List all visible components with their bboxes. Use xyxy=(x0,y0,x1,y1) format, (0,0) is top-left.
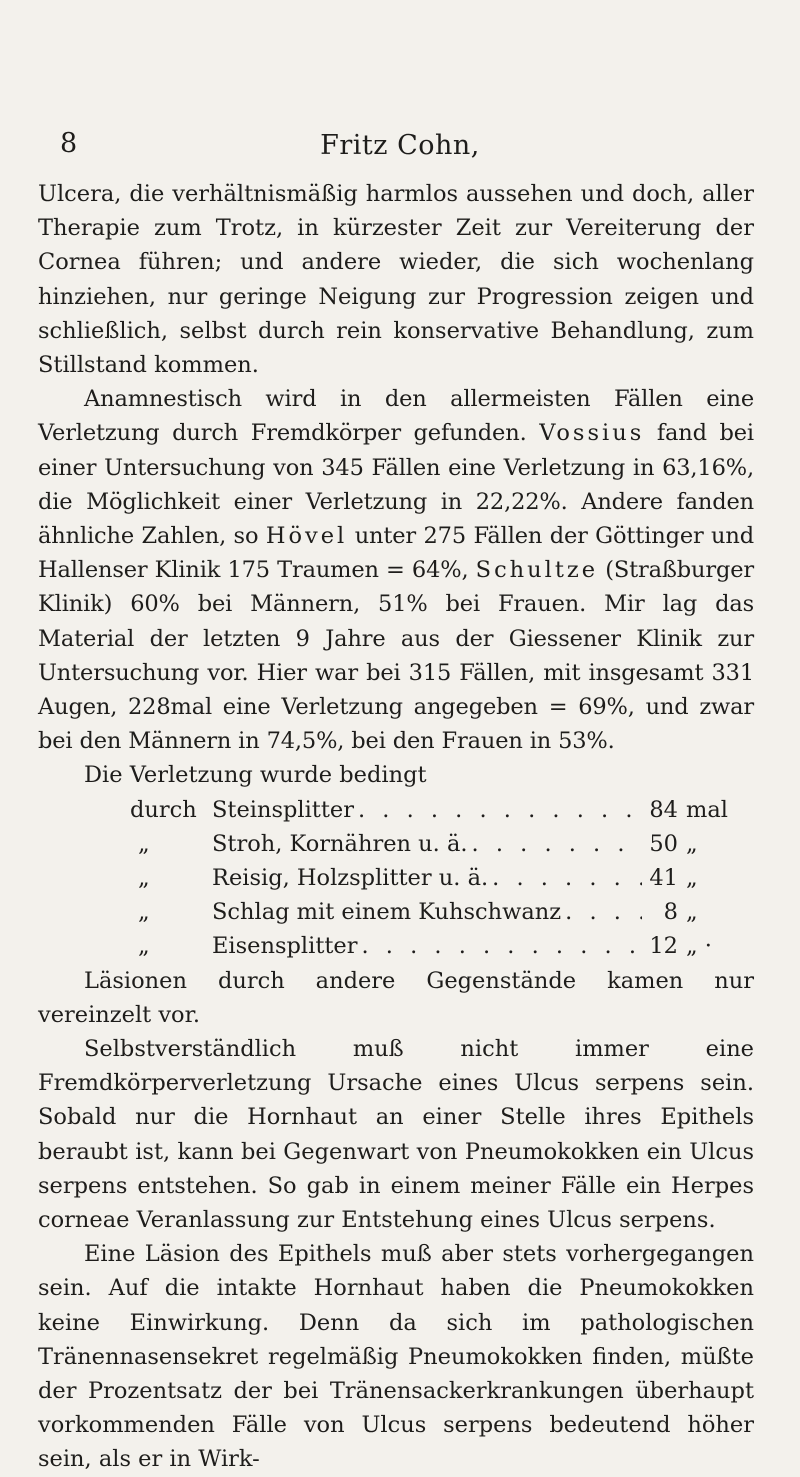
cause-prefix: „ xyxy=(138,865,150,892)
dot-leader xyxy=(354,793,642,827)
page-number: 8 xyxy=(60,128,78,159)
author-schultze: Schultze xyxy=(475,557,599,584)
cause-label: Eisensplitter xyxy=(212,933,358,960)
anamnesis-text-2: fand bei einer Untersuchung von 345 Fällen eine Verletzung in 63,16%, die Möglichkeit einer Verletzung in 22,22%. Andere fanden ähnliche Zahlen, so xyxy=(38,420,754,550)
body-text xyxy=(38,177,754,1477)
cause-table-intro: Die Verletzung wurde bedingt xyxy=(84,762,427,789)
cause-prefix: „ xyxy=(138,899,150,926)
cause-table xyxy=(130,793,740,964)
cause-prefix: „ xyxy=(138,830,150,857)
cause-prefix: „ xyxy=(138,933,150,960)
cause-count: 41 xyxy=(649,865,678,892)
cause-row xyxy=(130,895,740,929)
cause-count: 84 xyxy=(649,796,678,823)
paragraph-pneumococci: Eine Läsion des Epithels muß aber stets vorhergegangen sein. Auf die intakte Hornhaut haben die Pneumokokken keine Einwirkung. Denn da sich im pathologischen Tränennasensekret regelmäßig Pneumokokken finden, müßte der Prozentsatz der bei Tränensackerkrankungen überhaupt vorkommenden Fälle von Ulcus serpens bedeutend höher sein, als er in Wirk- xyxy=(38,1241,754,1473)
cause-count: 8 xyxy=(663,899,678,926)
cause-label: Steinsplitter xyxy=(212,796,354,823)
paragraph-anamnesis xyxy=(38,382,754,758)
cause-row xyxy=(130,827,740,861)
cause-label: Stroh, Kornähren u. ä. xyxy=(212,830,468,857)
anamnesis-text-1: Anamnestisch wird in den allermeisten Fällen eine Verletzung durch Fremdkörper gefunden. xyxy=(38,386,754,447)
cause-row xyxy=(130,861,740,895)
cause-unit: „ · xyxy=(686,933,712,960)
cause-count: 12 xyxy=(649,933,678,960)
dot-leader xyxy=(468,827,642,861)
cause-label: Schlag mit einem Kuhschwanz xyxy=(212,899,562,926)
dot-leader xyxy=(488,861,642,895)
page-header xyxy=(60,128,740,168)
cause-row xyxy=(130,793,740,827)
cause-row xyxy=(130,929,740,963)
anamnesis-text-3: unter 275 Fällen der Göttinger und Hallenser Klinik 175 Traumen = 64%, xyxy=(38,523,754,584)
author-vossius: Vossius xyxy=(539,420,645,447)
cause-label: Reisig, Holzsplitter u. ä. xyxy=(212,865,489,892)
paragraph-ulcera: Ulcera, die verhältnismäßig harmlos aussehen und doch, aller Therapie zum Trotz, in kürzester Zeit zur Vereiterung der Cornea führen; und andere wieder, die sich wochenlang hinziehen, nur geringe Neigung zur Progression zeigen und schließlich, selbst durch rein konservative Behandlung, zum Stillstand kommen. xyxy=(38,181,754,379)
dot-leader xyxy=(561,895,642,929)
paragraph-epithelium: Selbstverständlich muß nicht immer eine Fremdkörperverletzung Ursache eines Ulcus serpens sein. Sobald nur die Hornhaut an einer Stelle ihres Epithels beraubt ist, kann bei Gegenwart von Pneumokokken ein Ulcus serpens entstehen. So gab in einem meiner Fälle ein Herpes corneae Veranlassung zur Entstehung eines Ulcus serpens. xyxy=(38,1036,754,1234)
cause-count: 50 xyxy=(649,830,678,857)
cause-unit: mal xyxy=(686,796,728,823)
cause-prefix: durch xyxy=(130,796,197,823)
dot-leader xyxy=(357,929,642,963)
anamnesis-text-4: (Straßburger Klinik) 60% bei Männern, 51% bei Frauen. Mir lag das Material der letzten 9 Jahre aus der Giessener Klinik zur Untersuchung vor. Hier war bei 315 Fällen, mit insgesamt 331 Augen, 228mal eine Verletzung angegeben = 69%, und zwar bei den Männern in 74,5%, bei den Frauen in 53%. xyxy=(38,557,754,755)
paragraph-other-lesions: Läsionen durch andere Gegenstände kamen nur vereinzelt vor. xyxy=(38,967,754,1028)
running-head: Fritz Cohn, xyxy=(320,130,480,161)
author-hoevel: Hövel xyxy=(265,523,348,550)
cause-unit: „ xyxy=(686,899,698,926)
cause-unit: „ xyxy=(686,865,698,892)
cause-unit: „ xyxy=(686,830,698,857)
